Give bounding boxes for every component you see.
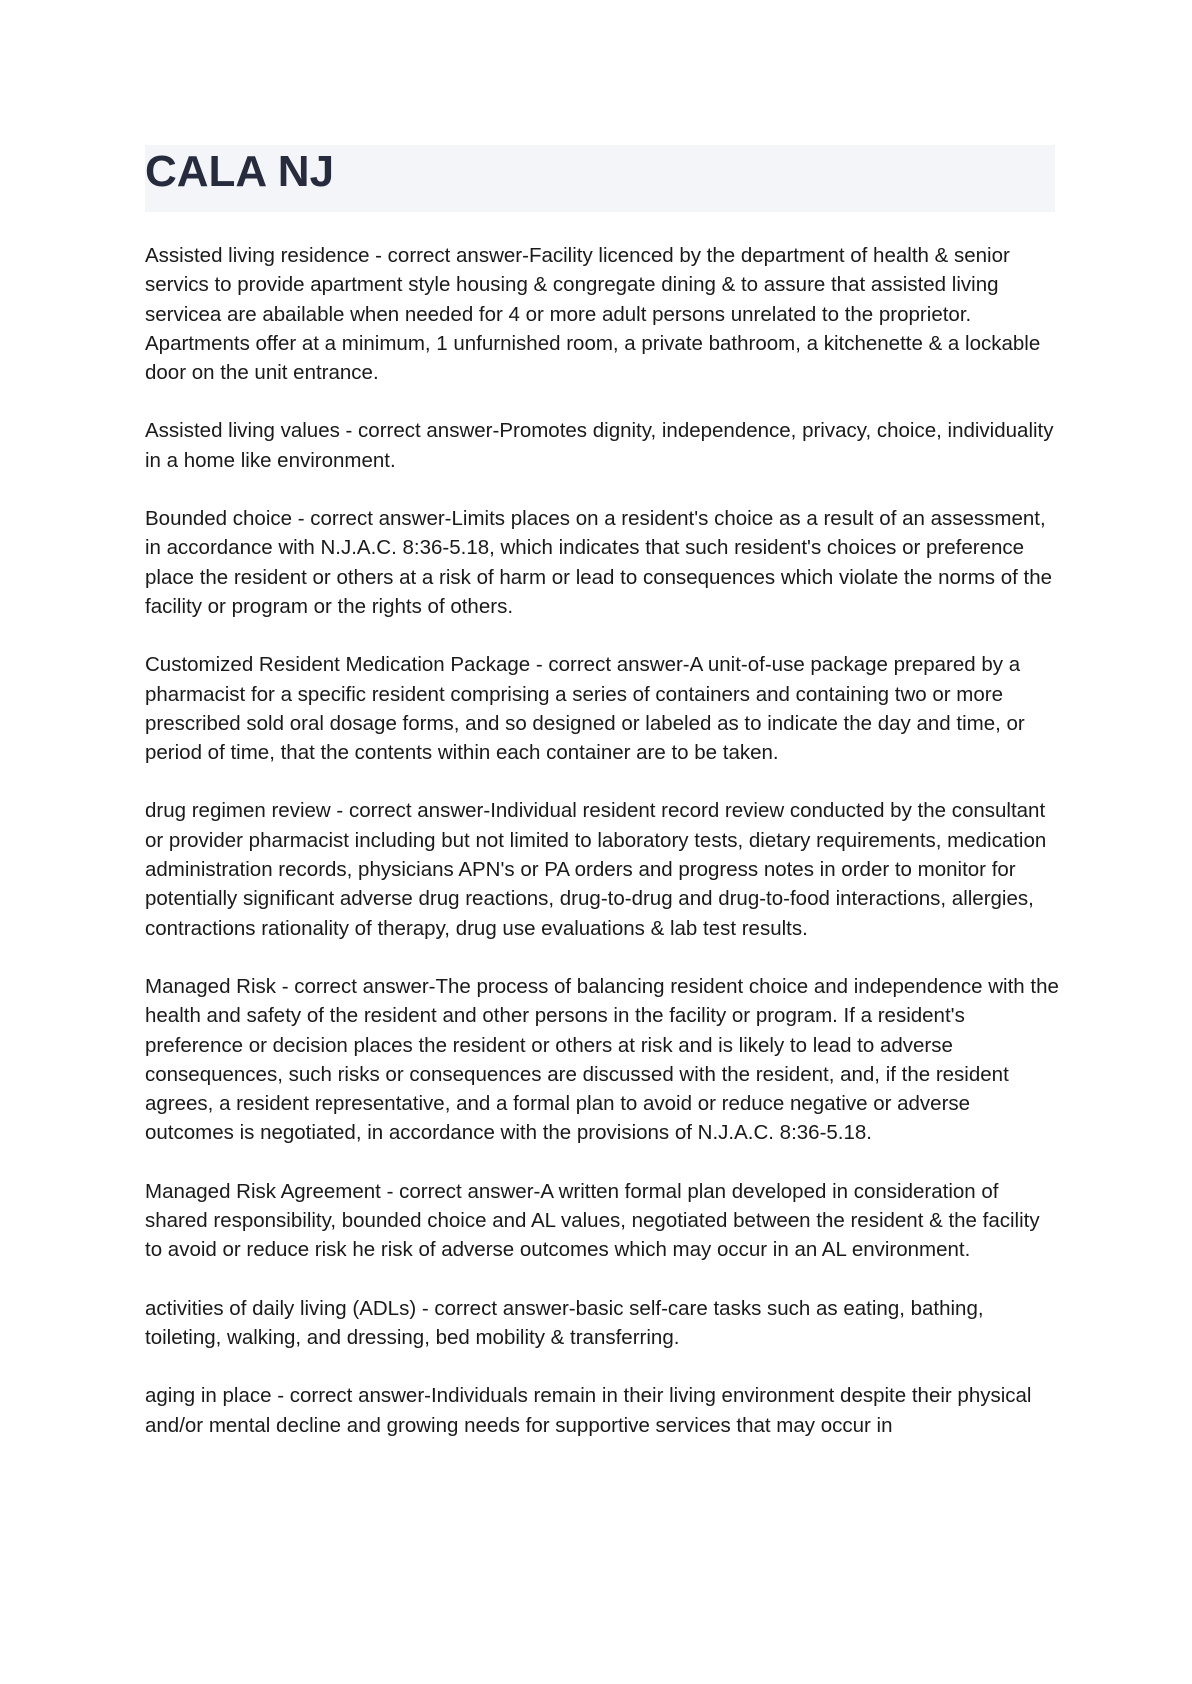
- definition-entry: Managed Risk Agreement - correct answer-A written formal plan developed in consideration of shared responsibility, bounded choice and AL values, negotiated between the resident & the facility to avoid or reduce risk he risk of adverse outcomes which may occur in an AL environment.: [145, 1179, 1040, 1262]
- definition-entry: Bounded choice - correct answer-Limits places on a resident's choice as a result of an assessment, in accordance with N.J.A.C. 8:36-5.18, which indicates that such resident's choices or preference place the resident or others at a risk of harm or lead to consequences which violate the norms of the facility or program or the rights of others.: [145, 507, 1053, 618]
- definition-entry: Managed Risk - correct answer-The process of balancing resident choice and independence with the health and safety of the resident and other persons in the facility or program. If a resident's preference or decision places the resident or others at risk and is likely to lead to adverse consequences, such risks or consequences are discussed with the resident, and, if the resident agrees, a resident representative, and a formal plan to avoid or reduce negative or adverse outcomes is negotiated, in accordance with the provisions of N.J.A.C. 8:36-5.18.: [145, 974, 1059, 1145]
- definition-entry: aging in place - correct answer-Individuals remain in their living environment despite their physical and/or mental decline and growing needs for supportive services that may occur in: [145, 1384, 1032, 1437]
- definition-entry: Assisted living values - correct answer-Promotes dignity, independence, privacy, choice, individuality in a home like environment.: [145, 419, 1054, 472]
- document-body: [145, 241, 1060, 1469]
- definition-entry: Customized Resident Medication Package - correct answer-A unit-of-use package prepared by a pharmacist for a specific resident comprising a series of containers and containing two or more prescribed sold oral dosage forms, and so designed or labeled as to indicate the day and time, or period of time, that the contents within each container are to be taken.: [145, 653, 1025, 765]
- definition-entry: drug regimen review - correct answer-Individual resident record review conducted by the consultant or provider pharmacist including but not limited to laboratory tests, dietary requirements, medication administration records, physicians APN's or PA orders and progress notes in order to monitor for potentially significant adverse drug reactions, drug-to-drug and drug-to-food interactions, allergies, contractions rationality of therapy, drug use evaluations & lab test results.: [145, 799, 1047, 940]
- definition-entry: Assisted living residence - correct answer-Facility licenced by the department of health & senior servics to provide apartment style housing & congregate dining & to assure that assisted living servicea are abailable when needed for 4 or more adult persons unrelated to the proprietor. Apartments offer at a minimum, 1 unfurnished room, a private bathroom, a kitchenette & a lockable door on the unit entrance.: [145, 244, 1041, 385]
- definition-entry: activities of daily living (ADLs) - correct answer-basic self-care tasks such as eating, bathing, toileting, walking, and dressing, bed mobility & transferring.: [145, 1296, 984, 1349]
- document-title: CALA NJ: [145, 147, 335, 196]
